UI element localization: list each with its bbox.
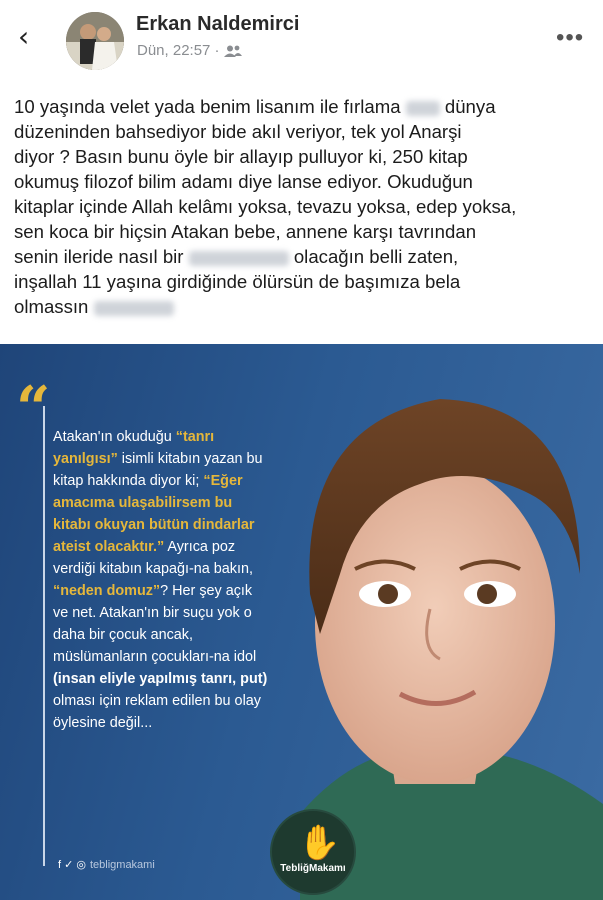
- quote-highlight: “tanrı yanılgısı”: [53, 429, 215, 467]
- author-name[interactable]: Erkan Naldemirci: [136, 13, 300, 35]
- social-handle-text: tebligmakami: [89, 858, 155, 871]
- quote-part: ? Her şey açık ve net. Atakan'ın bir suçu yok o daha bir çocuk ancak, müslümanların çocukları-na idol: [53, 583, 257, 665]
- post-time[interactable]: Dün, 22:57 ·: [137, 42, 220, 59]
- post-line: düzeninden bahsediyor bide akıl veriyor, tek yol Anarşi: [14, 121, 462, 142]
- quote-part: isimli kitabın yazan bu kitap hakkında diyor ki;: [53, 451, 263, 489]
- logo-text: TebliğMakamı: [280, 863, 346, 874]
- post-line: 10 yaşında velet yada benim lisanım ile fırlama: [14, 96, 401, 117]
- censored-word: [94, 301, 174, 316]
- quote-mark-icon: “: [16, 374, 51, 444]
- quote-part: Atakan'ın okuduğu: [53, 429, 176, 445]
- social-handle: [58, 858, 155, 871]
- quote-text: [53, 426, 268, 734]
- post-header: [0, 0, 603, 80]
- post-line: olmassın: [14, 296, 89, 317]
- post-line: olacağın belli zaten,: [293, 246, 459, 267]
- tebligmakami-logo: [270, 809, 356, 895]
- post-line: kitaplar içinde Allah kelâmı yoksa, tevazu yoksa, edep yoksa,: [14, 196, 517, 217]
- post-meta: [137, 42, 242, 59]
- social-icons: f ✓ ◎: [58, 859, 86, 871]
- post-line: sen koca bir hiçsin Atakan bebe, annene karşı tavrından: [14, 221, 477, 242]
- quote-highlight: “Eğer amacıma ulaşabilirsem bu kitabı okuyan bütün dindarlar ateist olacaktır.”: [53, 473, 255, 555]
- more-horizontal-icon[interactable]: •••: [556, 24, 585, 51]
- post-line: dünya: [444, 96, 496, 117]
- post-line: diyor ? Basın bunu öyle bir allayıp pulluyor ki, 250 kitap: [14, 146, 468, 167]
- post-line: senin ileride nasıl bir: [14, 246, 184, 267]
- post-line: okumuş filozof bilim adamı diye lanse ediyor. Okuduğun: [14, 171, 473, 192]
- post-line: inşallah 11 yaşına girdiğinde ölürsün de başımıza bela: [14, 271, 461, 292]
- quote-bold: (insan eliyle yapılmış tanrı, put): [53, 671, 268, 687]
- avatar[interactable]: [66, 12, 124, 70]
- post-text: [14, 94, 594, 319]
- quote-highlight: “neden domuz”: [53, 583, 161, 599]
- quote-part: olması için reklam edilen bu olay öylesine değil...: [53, 693, 261, 731]
- friends-icon: [224, 45, 242, 57]
- hand-symbol-icon: ✋: [298, 823, 341, 863]
- back-arrow-icon[interactable]: ‹: [18, 20, 30, 53]
- quote-part: Ayrıca poz verdiği kitabın kapağı-na bakın,: [53, 539, 253, 577]
- censored-word: [406, 101, 440, 116]
- censored-word: [189, 251, 289, 266]
- shared-image[interactable]: [0, 344, 603, 900]
